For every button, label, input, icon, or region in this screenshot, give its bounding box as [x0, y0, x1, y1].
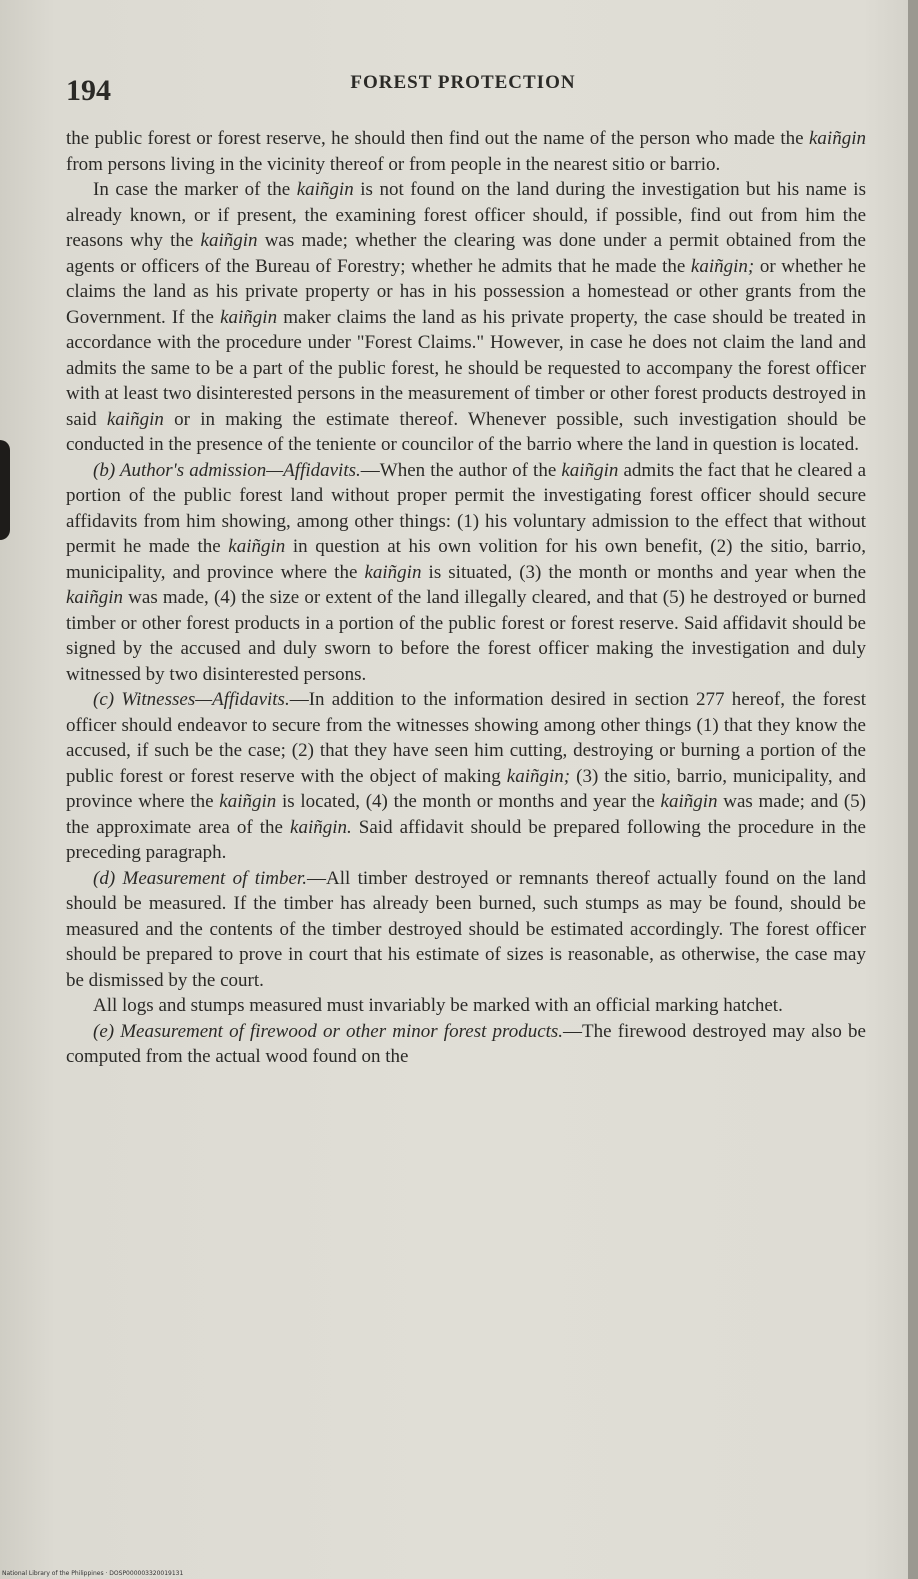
italic-term: kaiñgin	[220, 306, 278, 328]
paragraph	[66, 177, 866, 458]
text-run: from persons living in the vicinity thereof or from people in the nearest sitio or barrio.	[66, 153, 721, 175]
italic-term: kaiñgin	[809, 128, 866, 149]
paragraph-heading: (e) Measurement of firewood or other minor forest products.	[93, 1020, 564, 1042]
paragraph	[66, 458, 866, 688]
body-text	[66, 126, 866, 1070]
running-title: FOREST PROTECTION	[350, 72, 576, 93]
text-run: or whether he claims the land as his private property or has in his possession a homestead or other grants from the Government. If the	[66, 255, 866, 328]
text-run: or in making the estimate thereof. Whenever possible, such investigation should be conducted in the presence of the teniente or councilor of the barrio where the land in question is located.	[66, 408, 867, 455]
text-run: maker claims the land as his private property, the case should be treated in accordance with the procedure under "Forest Claims." However, in case he does not claim the land and admits the same to be a part of the public forest, he should be requested to accompany the forest officer with at least two disinterested persons in the measurement of timber or other forest products destroyed in said	[66, 306, 866, 430]
paragraph	[66, 993, 866, 1019]
text-run: is located, (4) the month or months and year the	[276, 791, 661, 812]
text-run: is situated, (3) the month or months and year when the	[421, 561, 866, 583]
paragraph-heading: (d) Measurement of timber.	[93, 867, 307, 889]
text-run: (3) the sitio, barrio, municipality, and province where the	[66, 765, 866, 812]
italic-term: kaiñgin	[66, 587, 123, 608]
text-run: in question at his own volition for his own benefit, (2) the sitio, barrio, municipality, and province where the	[66, 536, 866, 583]
italic-term: kaiñgin	[296, 179, 354, 200]
italic-term: kaiñgin.	[290, 816, 352, 838]
page-edge-shadow	[908, 0, 918, 1579]
italic-term: kaiñgin	[660, 791, 718, 812]
text-run: All logs and stumps measured must invariably be marked with an official marking hatchet.	[93, 995, 783, 1016]
paragraph-heading: (c) Witnesses—Affidavits.	[93, 689, 290, 710]
text-run: was made; whether the clearing was done under a permit obtained from the agents or officers of the Bureau of Forestry; whether he admits that he made the	[66, 230, 866, 277]
text-run: the public forest or forest reserve, he should then find out the name of the person who made the	[66, 128, 809, 149]
text-run: was made; and (5) the approximate area of the	[66, 791, 866, 838]
text-run: —In addition to the information desired in section 277 hereof, the forest officer should endeavor to secure from the witnesses showing among other things (1) that they know the accused, if such be the case; (2) that they have seen him cutting, destroying or burning a portion of the public forest or forest reserve with the object of making	[66, 689, 866, 787]
italic-term: kaiñgin;	[506, 765, 571, 787]
text-run: Said affidavit should be prepared following the procedure in the preceding paragraph.	[66, 816, 866, 863]
text-run: —The firewood destroyed may also be computed from the actual wood found on the	[66, 1020, 866, 1067]
scan-thumb-mark	[0, 440, 10, 540]
text-run: In case the marker of the	[93, 179, 297, 200]
text-run: —When the author of the	[360, 459, 562, 481]
paragraph	[66, 866, 866, 994]
paragraph	[66, 687, 866, 866]
paragraph-heading: (b) Author's admission—Affidavits.	[93, 459, 361, 481]
page-number: 194	[66, 74, 111, 107]
italic-term: kaiñgin	[200, 230, 258, 251]
scan-credit: National Library of the Philippines · DOSP000003320019131	[2, 1570, 184, 1577]
paragraph	[66, 126, 866, 177]
text-run: —All timber destroyed or remnants thereof actually found on the land should be measured. If the timber has already been burned, such stumps as may be found, should be measured and the contents of the timber destroyed should be estimated accordingly. The forest officer should be prepared to prove in court that his estimate of sizes is reasonable, as otherwise, the case may be dismissed by the court.	[66, 867, 866, 991]
text-run: is not found on the land during the investigation but his name is already known, or if present, the examining forest officer should, if possible, find out from him the reasons why the	[66, 179, 866, 251]
text-run: admits the fact that he cleared a portion of the public forest land without proper permit the investigating forest officer should secure affidavits from him showing, among other things: (1) his voluntary admission to the effect that without permit he made the	[66, 459, 867, 557]
italic-term: kaiñgin	[364, 561, 422, 583]
italic-term: kaiñgin	[561, 459, 619, 481]
italic-term: kaiñgin;	[690, 255, 755, 277]
text-run: was made, (4) the size or extent of the land illegally cleared, and that (5) he destroyed or burned timber or other forest products in a portion of the public forest or forest reserve. Said affidavit should be signed by the accused and duly sworn to before the forest officer making the investigation and duly witnessed by two disinterested persons.	[66, 587, 866, 685]
paragraph	[66, 1019, 866, 1070]
italic-term: kaiñgin	[219, 791, 277, 812]
italic-term: kaiñgin	[228, 536, 286, 557]
italic-term: kaiñgin	[106, 408, 164, 430]
